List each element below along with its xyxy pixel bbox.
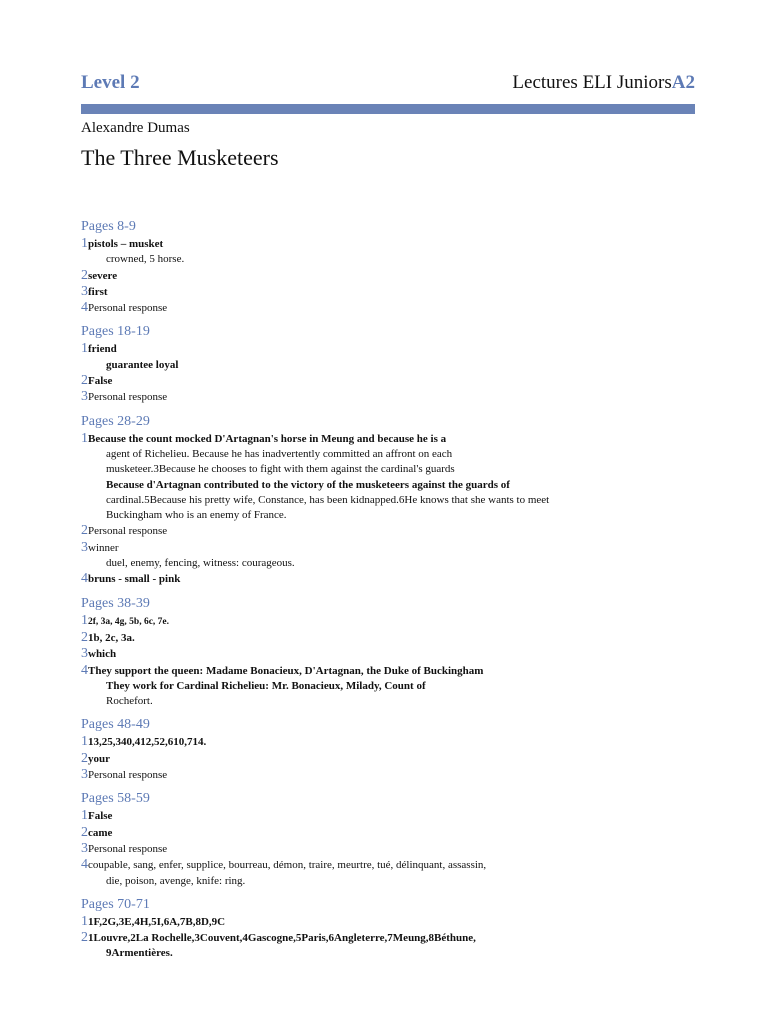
item-text: coupable, sang, enfer, supplice, bourreau, démon, traire, meurtre, tué, délinquant, assassin, [88, 859, 487, 872]
item-continuation: 9Armentières. [106, 947, 173, 960]
item-continuation: musketeer.3Because he chooses to fight with them against the cardinal's guards [106, 463, 455, 476]
item-text: False [88, 375, 113, 388]
answer-section [81, 595, 681, 710]
item-number: 1 [81, 808, 88, 824]
item-text: 2f, 3a, 4g, 5b, 6c, 7e. [88, 616, 170, 627]
item-number: 1 [81, 734, 88, 750]
answer-item [81, 751, 681, 767]
item-text: bruns - small - pink [88, 573, 181, 586]
book-title: The Three Musketeers [81, 145, 279, 170]
answer-item [81, 646, 681, 662]
answer-item [81, 236, 681, 252]
answer-item [81, 734, 681, 750]
item-number: 1 [81, 341, 88, 357]
pages-heading: Pages 38-39 [81, 595, 150, 611]
answer-item [81, 571, 681, 587]
item-number: 4 [81, 571, 88, 587]
answer-item [81, 825, 681, 841]
item-text: 13,25,340,412,52,610,714. [88, 736, 207, 749]
item-number: 2 [81, 930, 88, 946]
answer-item [81, 523, 681, 539]
item-text: Personal response [88, 525, 168, 538]
answer-item [81, 373, 681, 389]
item-number: 3 [81, 767, 88, 783]
item-text: False [88, 810, 113, 823]
answer-key [81, 218, 681, 969]
item-text: Personal response [88, 391, 168, 404]
item-number: 1 [81, 913, 88, 929]
pages-heading: Pages 28-29 [81, 413, 150, 429]
answer-item [81, 914, 681, 930]
answer-section [81, 323, 681, 405]
answer-section [81, 896, 681, 962]
item-text: Because the count mocked D'Artagnan's horse in Meung and because he is a [88, 432, 447, 445]
item-number: 2 [81, 629, 88, 645]
item-text: friend [88, 343, 117, 356]
answer-item [81, 613, 681, 630]
item-text: came [88, 826, 113, 839]
series-title [512, 72, 695, 94]
answer-item [81, 930, 681, 946]
answer-item [81, 767, 681, 783]
item-continuation: guarantee loyal [106, 358, 179, 371]
pages-heading: Pages 48-49 [81, 717, 150, 733]
author-name: Alexandre Dumas [81, 120, 190, 136]
item-text: They support the queen: Madame Bonacieux, D'Artagnan, the Duke of Buckingham [88, 664, 484, 677]
item-continuation: crowned, 5 horse. [106, 253, 185, 266]
answer-item [81, 841, 681, 857]
answer-section [81, 716, 681, 783]
answer-item [81, 300, 681, 316]
item-number: 3 [81, 389, 88, 405]
page-header [81, 72, 695, 100]
item-text: 1Louvre,2La Rochelle,3Couvent,4Gascogne,5Paris,6Angleterre,7Meung,8Béthune, [88, 932, 476, 945]
series-name: Lectures ELI Juniors [512, 72, 672, 93]
item-number: 2 [81, 373, 88, 389]
item-number: 4 [81, 857, 88, 873]
item-number: 3 [81, 539, 88, 555]
answer-item [81, 857, 681, 873]
item-text: which [88, 648, 117, 661]
answer-item [81, 389, 681, 405]
answer-item [81, 268, 681, 284]
answer-section [81, 218, 681, 316]
item-continuation: duel, enemy, fencing, witness: courageous. [106, 557, 295, 570]
level-label: Level 2 [81, 72, 140, 93]
pages-heading: Pages 18-19 [81, 324, 150, 340]
item-continuation: Because d'Artagnan contributed to the victory of the musketeers against the guards of [106, 478, 510, 491]
item-text: 1b, 2c, 3a. [88, 631, 135, 644]
item-text: Personal response [88, 302, 168, 315]
item-continuation: Rochefort. [106, 695, 153, 708]
item-text: 1F,2G,3E,4H,5I,6A,7B,8D,9C [88, 915, 226, 928]
answer-item [81, 808, 681, 824]
item-number: 4 [81, 300, 88, 316]
answer-item [81, 341, 681, 357]
pages-heading: Pages 70-71 [81, 896, 150, 912]
item-number: 1 [81, 236, 88, 251]
item-number: 2 [81, 267, 88, 283]
item-number: 3 [81, 283, 88, 299]
answer-section [81, 790, 681, 888]
item-text: severe [88, 269, 118, 282]
item-number: 1 [81, 430, 88, 446]
item-number: 3 [81, 646, 88, 662]
item-continuation: die, poison, avenge, knife: ring. [106, 874, 246, 887]
item-text: Personal response [88, 769, 168, 782]
pages-heading: Pages 58-59 [81, 791, 150, 807]
item-number: 2 [81, 824, 88, 840]
answer-item [81, 284, 681, 300]
answer-section [81, 413, 681, 588]
item-text: pistols – musket [88, 238, 164, 250]
series-level: A2 [671, 72, 695, 93]
answer-item [81, 630, 681, 646]
item-number: 2 [81, 750, 88, 766]
item-text: winner [88, 541, 119, 554]
answer-item [81, 540, 681, 556]
item-text: first [88, 285, 108, 298]
item-number: 4 [81, 662, 88, 678]
item-number: 3 [81, 840, 88, 856]
item-number: 2 [81, 523, 88, 539]
pages-heading: Pages 8-9 [81, 219, 136, 234]
answer-item [81, 431, 681, 447]
header-rule [81, 104, 695, 114]
item-continuation: agent of Richelieu. Because he has inadvertently committed an affront on each [106, 447, 453, 460]
item-continuation: Buckingham who is an enemy of France. [106, 509, 287, 522]
item-continuation: cardinal.5Because his pretty wife, Constance, has been kidnapped.6He knows that she wants to meet [106, 493, 550, 506]
item-text: Personal response [88, 842, 168, 855]
item-number: 1 [81, 612, 88, 628]
answer-item [81, 663, 681, 679]
item-text: your [88, 752, 110, 765]
item-continuation: They work for Cardinal Richelieu: Mr. Bonacieux, Milady, Count of [106, 679, 426, 692]
